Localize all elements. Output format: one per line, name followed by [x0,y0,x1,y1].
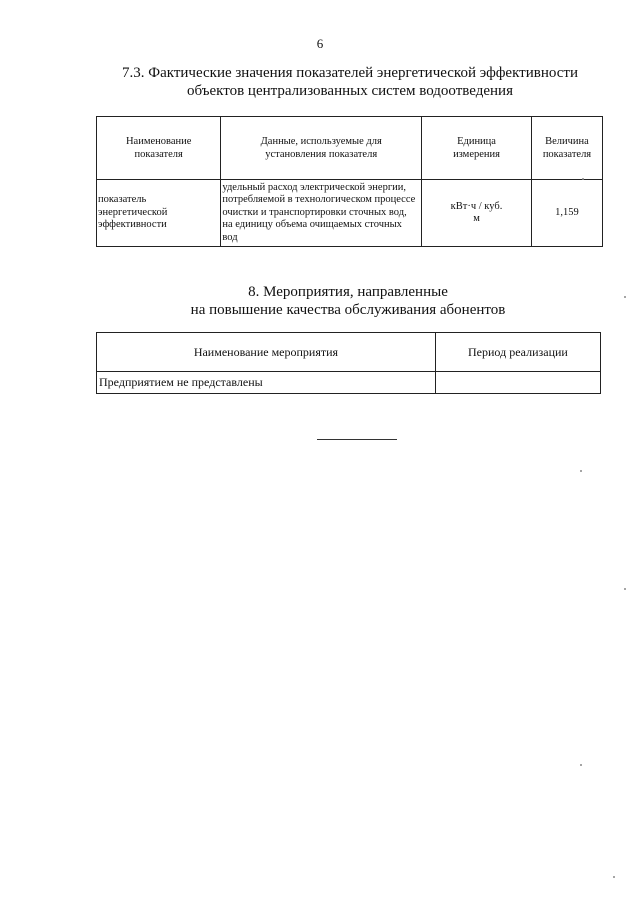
cell-data-used: удельный расход электрической энергии, потребляемой в технологическом процессе очистки и транспортировки сточных вод, на единицу объема очищаемых сточных вод [221,180,422,247]
table-row [97,180,603,247]
table-header-row [97,333,601,372]
header-period: Период реализации [435,333,600,372]
energy-efficiency-table [96,116,603,247]
measures-table [96,332,601,394]
cell-unit: кВт·ч / куб. м [422,180,532,247]
scan-speck [624,588,626,590]
header-measure-name: Наименование мероприятия [97,333,436,372]
table-row [97,372,601,394]
header-data-used: Данные, используемые для установления показателя [221,117,422,180]
page-number: 6 [316,36,324,51]
header-indicator-name: Наименование показателя [97,117,221,180]
scan-speck [582,178,584,180]
end-divider-line [317,439,397,440]
cell-indicator-name: показатель энергетической эффективности [97,180,221,247]
section-8-title-line1: 8. Мероприятия, направленные [248,284,448,300]
header-unit: Единица измерения [422,117,532,180]
header-value: Величина показателя [531,117,602,180]
cell-value: 1,159 [531,180,602,247]
cell-period [435,372,600,394]
section-8-title [78,283,618,319]
scan-speck [613,876,615,878]
section-8-title-line2: на повышение качества обслуживания абонентов [190,302,506,318]
scan-speck [580,470,582,472]
cell-measure: Предприятием не представлены [97,372,436,394]
scan-speck [624,296,626,298]
section-7-3-title-line1: 7.3. Фактические значения показателей энергетической эффективности [122,65,578,81]
section-7-3-title [60,64,640,100]
scan-speck [580,764,582,766]
section-7-3-title-line2: объектов централизованных систем водоотведения [186,83,513,99]
table-header-row [97,117,603,180]
